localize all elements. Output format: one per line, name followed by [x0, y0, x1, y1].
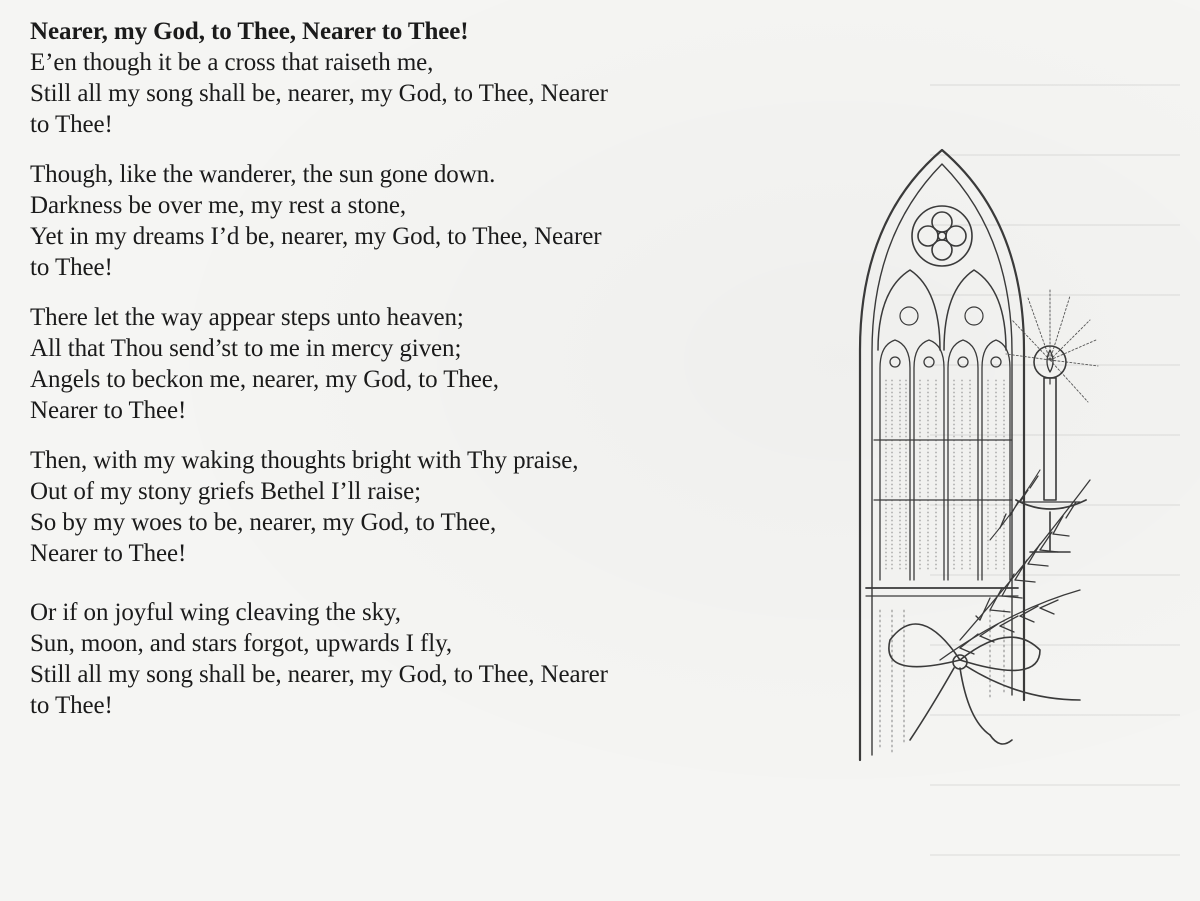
stanza-line: Still all my song shall be, nearer, my God, to Thee, Nearer: [30, 80, 608, 107]
stanza-line: to Thee!: [30, 254, 113, 281]
stanza-line: Or if on joyful wing cleaving the sky,: [30, 599, 401, 626]
stanza-5: [30, 597, 830, 721]
stanza-line: Out of my stony griefs Bethel I’ll raise;: [30, 478, 421, 505]
stanza-line: Sun, moon, and stars forgot, upwards I fly,: [30, 630, 453, 657]
stanza-line: Nearer, my God, to Thee, Nearer to Thee!: [30, 18, 469, 45]
stanza-3: [30, 302, 830, 426]
stanza-line: All that Thou send’st to me in mercy given;: [30, 335, 462, 362]
stanza-line: Still all my song shall be, nearer, my God, to Thee, Nearer: [30, 661, 608, 688]
stanza-line: Nearer to Thee!: [30, 397, 187, 424]
stanza-1: [30, 16, 830, 140]
stanza-line: Yet in my dreams I’d be, nearer, my God, to Thee, Nearer: [30, 223, 602, 250]
stanza-line: E’en though it be a cross that raiseth me,: [30, 49, 434, 76]
stanza-line: Nearer to Thee!: [30, 540, 187, 567]
stanza-line: Darkness be over me, my rest a stone,: [30, 192, 407, 219]
stanza-line: Angels to beckon me, nearer, my God, to Thee,: [30, 366, 499, 393]
stanza-line: to Thee!: [30, 692, 113, 719]
stanza-line: Then, with my waking thoughts bright with Thy praise,: [30, 447, 579, 474]
stanza-line: So by my woes to be, nearer, my God, to Thee,: [30, 509, 497, 536]
gothic-window-candle-icon: [840, 140, 1100, 780]
hymn-lyrics: [30, 16, 830, 721]
stanza-line: to Thee!: [30, 111, 113, 138]
stanza-4: [30, 445, 830, 569]
stanza-2: [30, 159, 830, 283]
stanza-line: There let the way appear steps unto heaven;: [30, 304, 464, 331]
stanza-line: Though, like the wanderer, the sun gone down.: [30, 161, 496, 188]
